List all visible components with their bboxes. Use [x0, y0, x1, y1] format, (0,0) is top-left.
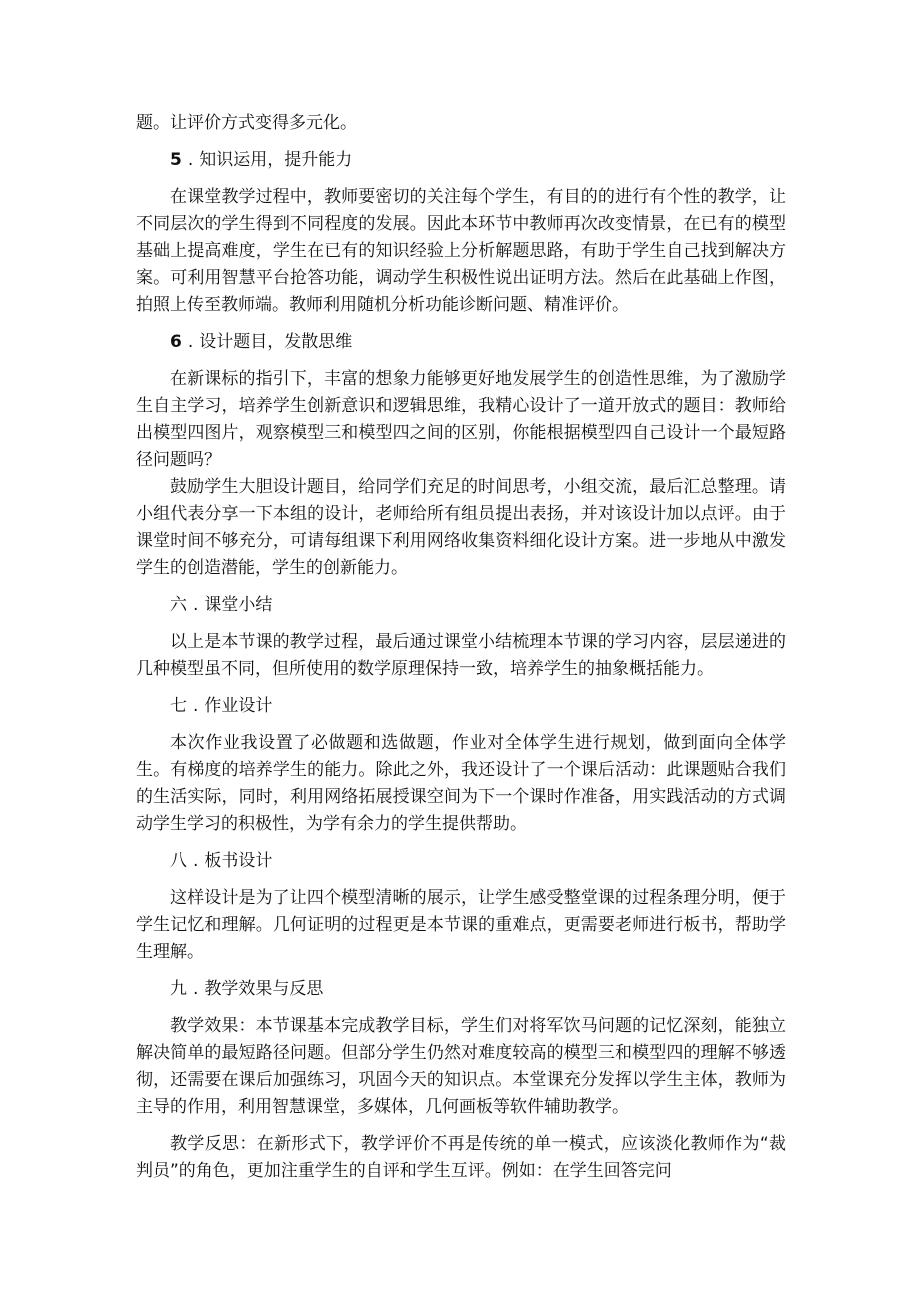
- section-heading-5: [136, 147, 786, 174]
- heading-title: 课堂小结: [204, 595, 273, 615]
- section-heading-7-homework: [136, 693, 786, 720]
- heading-title: 作业设计: [204, 696, 273, 716]
- heading-title: 设计题目，发散思维: [199, 332, 353, 352]
- paragraph-board-design: 这样设计是为了让四个模型清晰的展示，让学生感受整堂课的过程条理分明，便于学生记忆和理解。几何证明的过程更是本节课的重难点，更需要老师进行板书，帮助学生理解。: [136, 888, 786, 962]
- heading-title: 教学效果与反思: [204, 979, 324, 999]
- heading-separator: .: [187, 332, 194, 352]
- heading-number: 6: [170, 332, 182, 352]
- document-body: [136, 110, 786, 1195]
- paragraph-continuation: 题。让评价方式变得多元化。: [136, 113, 357, 133]
- paragraph-knowledge-application: 在课堂教学过程中，教师要密切的关注每个学生，有目的的进行有个性的教学，让不同层次的学生得到不同程度的发展。因此本环节中教师再次改变情景，在已有的模型基础上提高难度，学生在已有的知识经验上分析解题思路，有助于学生自己找到解决方案。可利用智慧平台抢答功能，调动学生积极性说出证明方法。然后在此基础上作图，拍照上传至教师端。教师利用随机分析功能诊断问题、精准评价。: [136, 187, 786, 315]
- heading-number: 六: [170, 595, 187, 615]
- section-heading-6-summary: [136, 592, 786, 619]
- heading-separator: .: [193, 979, 199, 999]
- heading-separator: .: [193, 851, 199, 871]
- paragraph-class-summary: 以上是本节课的教学过程，最后通过课堂小结梳理本节课的学习内容，层层递进的几种模型虽不同，但所使用的数学原理保持一致，培养学生的抽象概括能力。: [136, 632, 786, 679]
- heading-number: 八: [170, 851, 187, 871]
- heading-title: 板书设计: [204, 851, 273, 871]
- heading-separator: .: [193, 696, 199, 716]
- paragraph-design-question: 在新课标的指引下，丰富的想象力能够更好地发展学生的创造性思维，为了激励学生自主学习，培养学生创新意识和逻辑思维，我精心设计了一道开放式的题目：教师给出模型四图片，观察模型三和模型四之间的区别，你能根据模型四自己设计一个最短路径问题吗？: [136, 369, 786, 470]
- heading-separator: .: [187, 150, 194, 170]
- heading-number: 七: [170, 696, 187, 716]
- section-heading-6: [136, 329, 786, 356]
- heading-number: 5: [170, 150, 182, 170]
- paragraph-homework-design: 本次作业我设置了必做题和选做题，作业对全体学生进行规划，做到面向全体学生。有梯度的培养学生的能力。除此之外，我还设计了一个课后活动：此课题贴合我们的生活实际，同时，利用网络拓展授课空间为下一个课时作准备，用实践活动的方式调动学生学习的积极性，为学有余力的学生提供帮助。: [136, 733, 786, 834]
- heading-separator: .: [193, 595, 199, 615]
- paragraph-teaching-reflection: 教学反思：在新形式下，教学评价不再是传统的单一模式，应该淡化教师作为“裁判员”的角色，更加注重学生的自评和学生互评。例如：在学生回答完问: [136, 1134, 786, 1181]
- section-heading-9-reflection: [136, 976, 786, 1003]
- paragraph-encourage-design: 鼓励学生大胆设计题目，给同学们充足的时间思考，小组交流，最后汇总整理。请小组代表分享一下本组的设计，老师给所有组员提出表扬，并对该设计加以点评。由于课堂时间不够充分，可请每组课下利用网络收集资料细化设计方案。进一步地从中激发学生的创造潜能，学生的创新能力。: [136, 477, 786, 578]
- paragraph-teaching-effect: 教学效果：本节课基本完成教学目标，学生们对将军饮马问题的记忆深刻，能独立解决简单的最短路径问题。但部分学生仍然对难度较高的模型三和模型四的理解不够透彻，还需要在课后加强练习，巩固今天的知识点。本堂课充分发挥以学生主体，教师为主导的作用，利用智慧课堂，多媒体，几何画板等软件辅助教学。: [136, 1016, 786, 1117]
- heading-number: 九: [170, 979, 187, 999]
- section-heading-8-board: [136, 848, 786, 875]
- heading-title: 知识运用，提升能力: [199, 150, 353, 170]
